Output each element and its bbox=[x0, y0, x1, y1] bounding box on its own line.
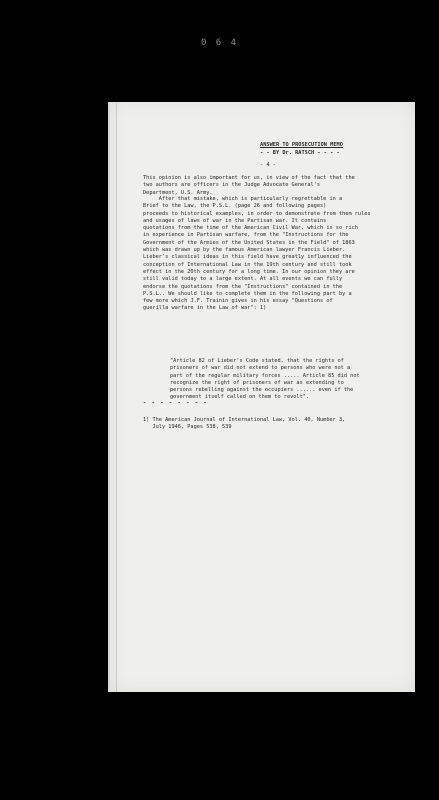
document-page bbox=[108, 102, 415, 692]
paragraph-1: This opinion is also important for us, in view of the fact that the two authors are officers in the Judge Advocate General's Department, U.S. Army. bbox=[143, 175, 355, 196]
footnote-separator: - - - - - - - - bbox=[143, 400, 208, 406]
block-quote: "Article 82 of Lieber's Code stated, that the rights of prisoners of war did not extend to persons who were not a part of the regular military forces ..... Article 85 did not recognize the right of prisoners of war as extending to persons rebelling against the occupiers ...... even if the government itself called on them to revolt". bbox=[170, 358, 360, 401]
footnote: 1) The American Journal of International Law, Vol. 40, Number 3, July 1946, Pages 538, 539 bbox=[143, 417, 346, 431]
page-number: - 4 - bbox=[260, 162, 276, 168]
film-frame-label: 0 6 4 bbox=[200, 38, 239, 48]
header-subtitle: - - BY Dr. RATSCH - - - - bbox=[260, 149, 340, 156]
document-header bbox=[260, 142, 343, 157]
page-fold-line bbox=[116, 102, 117, 692]
header-title: ANSWER TO PROSECUTION MEMO bbox=[260, 142, 343, 148]
paragraph-2: After that mistake, which is particularly regrettable in a Brief to the Law, the P.S.L. (page 26 and following pages) proceeds to historical examples, in order to demonstrate from them rules and usages of laws of war in the Partisan war. It contains quotations from the time of the American Civil War, which is so rich in experience in Partisan warfare, from the "Instructions for the Government of the Armies of the United States in the Field" of 1863 which was drawn up by the famous American lawyer Francis Lieber. Lieber's classical ideas in this field have greatly influenced the conception of International Law in the 19th century and still took effect in the 20th century for a long time. In our opinion they are still valid today to a large extent. At all events we can fully endorse the quotations from the "Instructions" contained in the P.S.L.. We should like to complete them in the following part by a few more which J.F. Trainin gives in his essay "Questions of guerilla warfare in the Law of war": 1) bbox=[143, 196, 371, 312]
